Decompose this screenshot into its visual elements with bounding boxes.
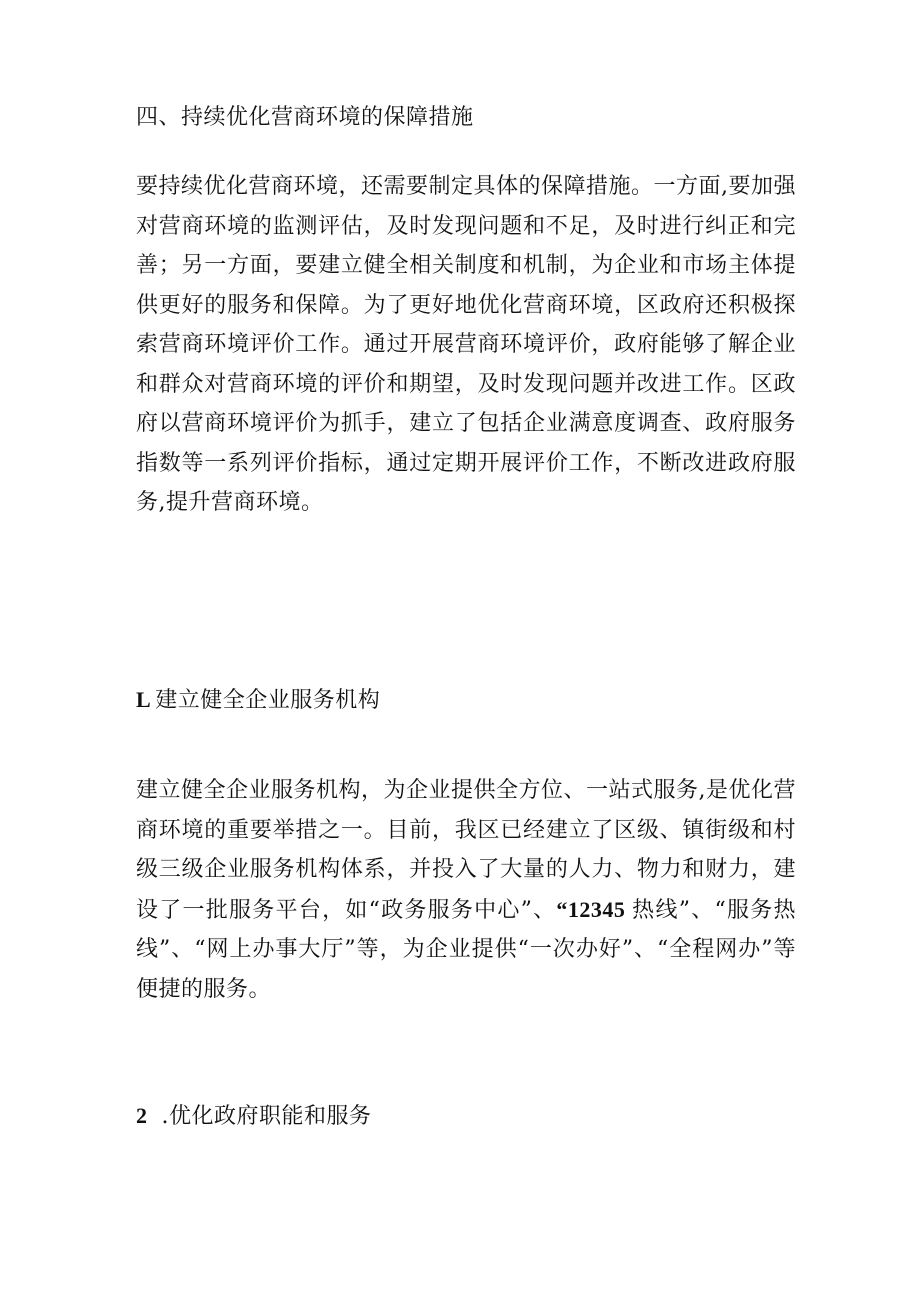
item-2-title: .优化政府职能和服务 (161, 1104, 372, 1129)
item-1-heading (136, 680, 796, 721)
item-1-paragraph-part1: 建立健全企业服务机构，为企业提供全方位、一站式服务,是优化营商环境的重要举措之一。目前，我区已经建立了区级、镇街级和村级三级企业服务机构体系，并投入了大量的人力、物力和财力，建设了一批服务平台，如“政务服务中心”、 (136, 778, 796, 923)
item-2-number: 2 (136, 1103, 148, 1128)
item-1-title: 建立健全企业服务机构 (155, 688, 381, 713)
item-1-number: L (136, 687, 152, 712)
item-1-paragraph-part2: 热线”、“服务热线”、“网上办事大厅”等，为企业提供“一次办好”、“全程网办”等便捷的服务。 (136, 897, 796, 1002)
section-paragraph: 要持续优化营商环境，还需要制定具体的保障措施。一方面,要加强对营商环境的监测评估，及时发现问题和不足，及时进行纠正和完善；另一方面，要建立健全相关制度和机制，为企业和市场主体提供更好的服务和保障。为了更好地优化营商环境，区政府还积极探索营商环境评价工作。通过开展营商环境评价，政府能够了解企业和群众对营商环境的评价和期望，及时发现问题并改进工作。区政府以营商环境评价为抓手，建立了包括企业满意度调查、政府服务指数等一系列评价指标，通过定期开展评价工作，不断改进政府服务,提升营商环境。 (136, 174, 796, 515)
item-1-paragraph (136, 771, 796, 1009)
section-heading: 四、持续优化营商环境的保障措施 (136, 105, 474, 130)
item-2-heading (136, 1096, 796, 1137)
hotline-number: “12345 (556, 896, 626, 922)
